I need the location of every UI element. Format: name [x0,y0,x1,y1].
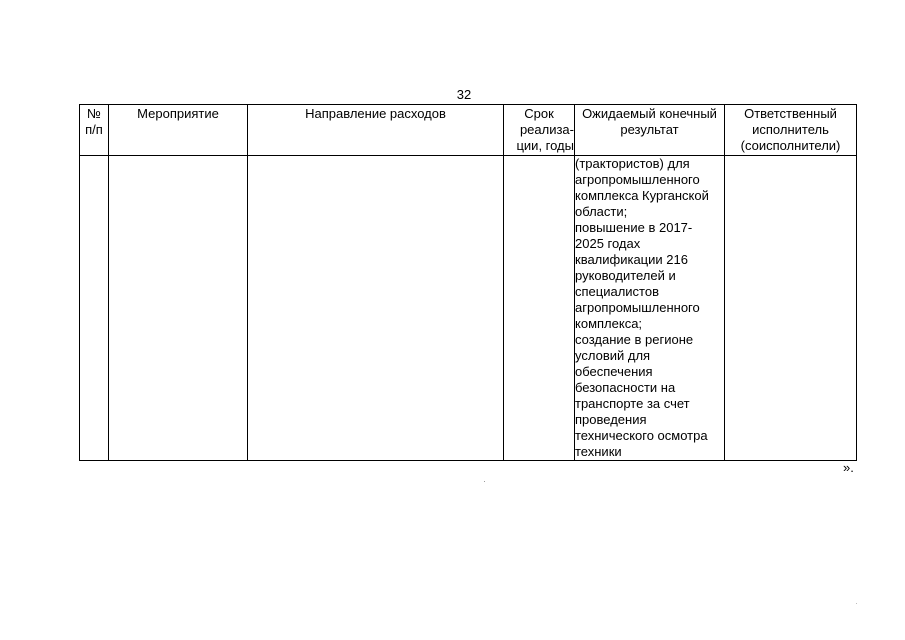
header-measure: Мероприятие [109,105,248,156]
header-expense: Направление расходов [248,105,504,156]
table-row [80,156,857,461]
page-number: 32 [456,87,472,102]
result-text-line: комплекса; [575,316,643,331]
result-text-line: транспорте за счет [575,396,690,411]
result-text-line: квалификации 216 [575,252,688,267]
header-result: Ожидаемый конечный результат [575,105,725,156]
result-text-line: повышение в 2017- [575,220,693,235]
header-num: № п/п [80,105,109,156]
result-text-line: условий для [575,348,651,363]
result-text-line: техники [575,444,622,459]
result-text-line: 2025 годах [575,236,641,251]
result-text-line: агропромышленного [575,300,700,315]
cell-result [575,156,725,461]
measures-table [79,104,857,461]
result-text-line: создание в регионе [575,332,694,347]
result-text-line: проведения [575,412,647,427]
result-text-line: области; [575,204,628,219]
result-text-line: обеспечения [575,364,653,379]
cell-executor [725,156,857,461]
cell-num [80,156,109,461]
cell-expense [248,156,504,461]
table-header-row [80,105,857,156]
cell-measure [109,156,248,461]
result-text-line: комплекса Курганской [575,188,709,203]
result-text-line: безопасности на [575,380,676,395]
scan-speck [856,603,857,604]
result-text-line: специалистов [575,284,659,299]
scan-speck [484,481,485,482]
header-executor: Ответственный исполнитель (соисполнители) [725,105,857,156]
header-term: Срок реализа- ции, годы [504,105,575,156]
result-text-line: агропромышленного [575,172,700,187]
result-text-line: технического осмотра [575,428,708,443]
result-text-line: (трактористов) для [575,156,690,171]
closing-quote-mark: ». [843,460,854,475]
result-text-line: руководителей и [575,268,676,283]
cell-term [504,156,575,461]
